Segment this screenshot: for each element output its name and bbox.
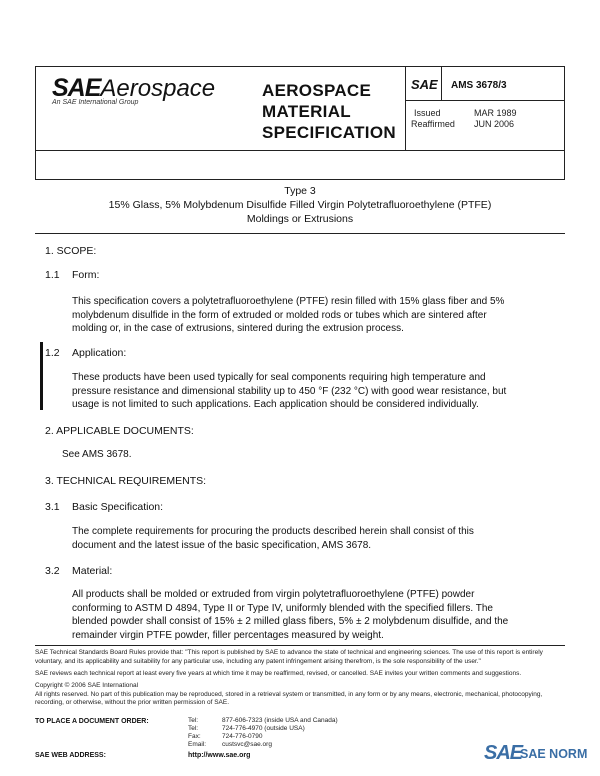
footer-divider — [35, 645, 565, 646]
title-line: 15% Glass, 5% Molybdenum Disulfide Filled Virgin Polytetrafluoroethylene (PTFE) — [108, 199, 492, 211]
tel2-label: Tel: — [188, 725, 199, 732]
text-line: usage is not limited to such applications. Each application should be considered individually. — [72, 399, 479, 410]
tel-label: Tel: — [188, 717, 199, 724]
sae-norm-logo-text: SAE NORM — [520, 747, 588, 761]
section-1-1-text — [72, 295, 504, 336]
tel2-value: 724-776-4970 (outside USA) — [222, 725, 305, 732]
fax-label: Fax: — [188, 733, 201, 740]
logo-aerospace: Aerospace — [100, 75, 216, 102]
text-line: molding or, in the case of extrusions, sintered during the extrusion process. — [72, 323, 404, 334]
change-bar — [40, 342, 43, 410]
section-3-2-number: 3.2 — [45, 565, 60, 577]
section-1-2-title: Application: — [72, 347, 127, 359]
text-line: These products have been used typically for seal components requiring high temperature and — [72, 372, 486, 383]
header-divider — [441, 66, 442, 100]
web-label: SAE WEB ADDRESS: — [35, 752, 106, 759]
section-1-1-title: Form: — [72, 269, 100, 281]
section-2-heading: 2. APPLICABLE DOCUMENTS: — [45, 425, 194, 437]
footer-rules — [35, 649, 570, 666]
document-title — [35, 184, 565, 226]
doc-type-line: SPECIFICATION — [262, 123, 396, 142]
text-line: remainder virgin PTFE powder, filler percentages measured by weight. — [72, 629, 384, 641]
doc-number: AMS 3678/3 — [451, 80, 507, 91]
text-line: This specification covers a polytetrafluoroethylene (PTFE) resin filled with 15% glass fiber and 5% — [72, 296, 505, 307]
reaffirmed-label: Reaffirmed — [411, 119, 455, 129]
order-label: TO PLACE A DOCUMENT ORDER: — [35, 718, 149, 725]
section-1-2-number: 1.2 — [45, 347, 60, 359]
tel-value: 877-606-7323 (inside USA and Canada) — [222, 717, 338, 724]
footer-line: SAE Technical Standards Board Rules provide that: "This report is published by SAE to advance the state of technical and engineering sciences. The use of this report is entirely — [35, 649, 543, 656]
header-divider — [35, 150, 565, 151]
text-line: pressure resistance and dimensional stability up to 450 °F (232 °C) with good wear resistance, but — [72, 385, 507, 397]
text-line: blended powder shall consist of 15% ± 2 milled glass fibers, 5% ± 2 molybdenum disulfide, and the — [72, 616, 509, 627]
footer-line: Copyright © 2006 SAE International — [35, 682, 139, 689]
section-3-1-text — [72, 525, 474, 552]
section-1-heading: 1. SCOPE: — [45, 245, 97, 257]
text-line: The complete requirements for procuring the products described herein shall consist of this — [72, 526, 474, 537]
fax-value: 724-776-0790 — [222, 733, 263, 740]
section-3-1-title: Basic Specification: — [72, 501, 164, 513]
doc-type-title — [262, 80, 396, 143]
text-line: document and the latest issue of the basic specification, AMS 3678. — [72, 539, 372, 551]
sae-norm-logo-mark: SAE — [484, 742, 523, 764]
logo-sae: SAE — [52, 74, 101, 102]
title-divider — [35, 233, 565, 234]
section-1-2-text — [72, 371, 506, 412]
sae-mark: SAE — [411, 77, 438, 92]
reaffirmed-date: JUN 2006 — [474, 119, 515, 129]
header-divider — [405, 66, 406, 150]
web-link[interactable]: http://www.sae.org — [188, 752, 251, 759]
section-3-2-text — [72, 588, 508, 642]
footer-line: recording, or otherwise, without the prior written permission of SAE. — [35, 699, 230, 706]
section-1-1-number: 1.1 — [45, 269, 60, 281]
issued-label: Issued — [414, 108, 441, 118]
footer-line: All rights reserved. No part of this publication may be reproduced, stored in a retrieval system or transmitted, in any form or by any means, electronic, mechanical, photocopying, — [35, 690, 543, 698]
footer-review: SAE reviews each technical report at least every five years at which time it may be reaffirmed, revised, or cancelled. SAE invites your written comments and suggestions. — [35, 670, 522, 677]
doc-type-line: AEROSPACE — [262, 81, 372, 100]
email-link[interactable]: custsvc@sae.org — [222, 741, 272, 748]
text-line: molybdenum disulfide in the form of extruded or molded rods or tubes which are sintered after — [72, 309, 487, 321]
text-line: conforming to ASTM D 4894, Type II or Type IV, uniformly blended with the specified fillers. The — [72, 602, 493, 614]
title-line: Moldings or Extrusions — [246, 213, 354, 225]
title-line: Type 3 — [284, 185, 316, 197]
footer-line: voluntary, and its applicability and suitability for any particular use, including any patent infringement arising therefrom, is the sole responsibility of the user." — [35, 657, 481, 665]
header-divider — [405, 100, 565, 101]
email-label: Email: — [188, 741, 207, 748]
section-3-heading: 3. TECHNICAL REQUIREMENTS: — [45, 475, 207, 487]
text-line: All products shall be molded or extruded from virgin polytetrafluoroethylene (PTFE) powder — [72, 589, 475, 600]
footer-copyright — [35, 682, 570, 708]
logo-tagline: An SAE International Group — [52, 99, 139, 106]
doc-type-line: MATERIAL — [262, 102, 351, 121]
section-3-2-title: Material: — [72, 565, 113, 577]
section-2-text: See AMS 3678. — [62, 449, 132, 460]
section-3-1-number: 3.1 — [45, 501, 60, 513]
issued-date: MAR 1989 — [474, 108, 517, 118]
